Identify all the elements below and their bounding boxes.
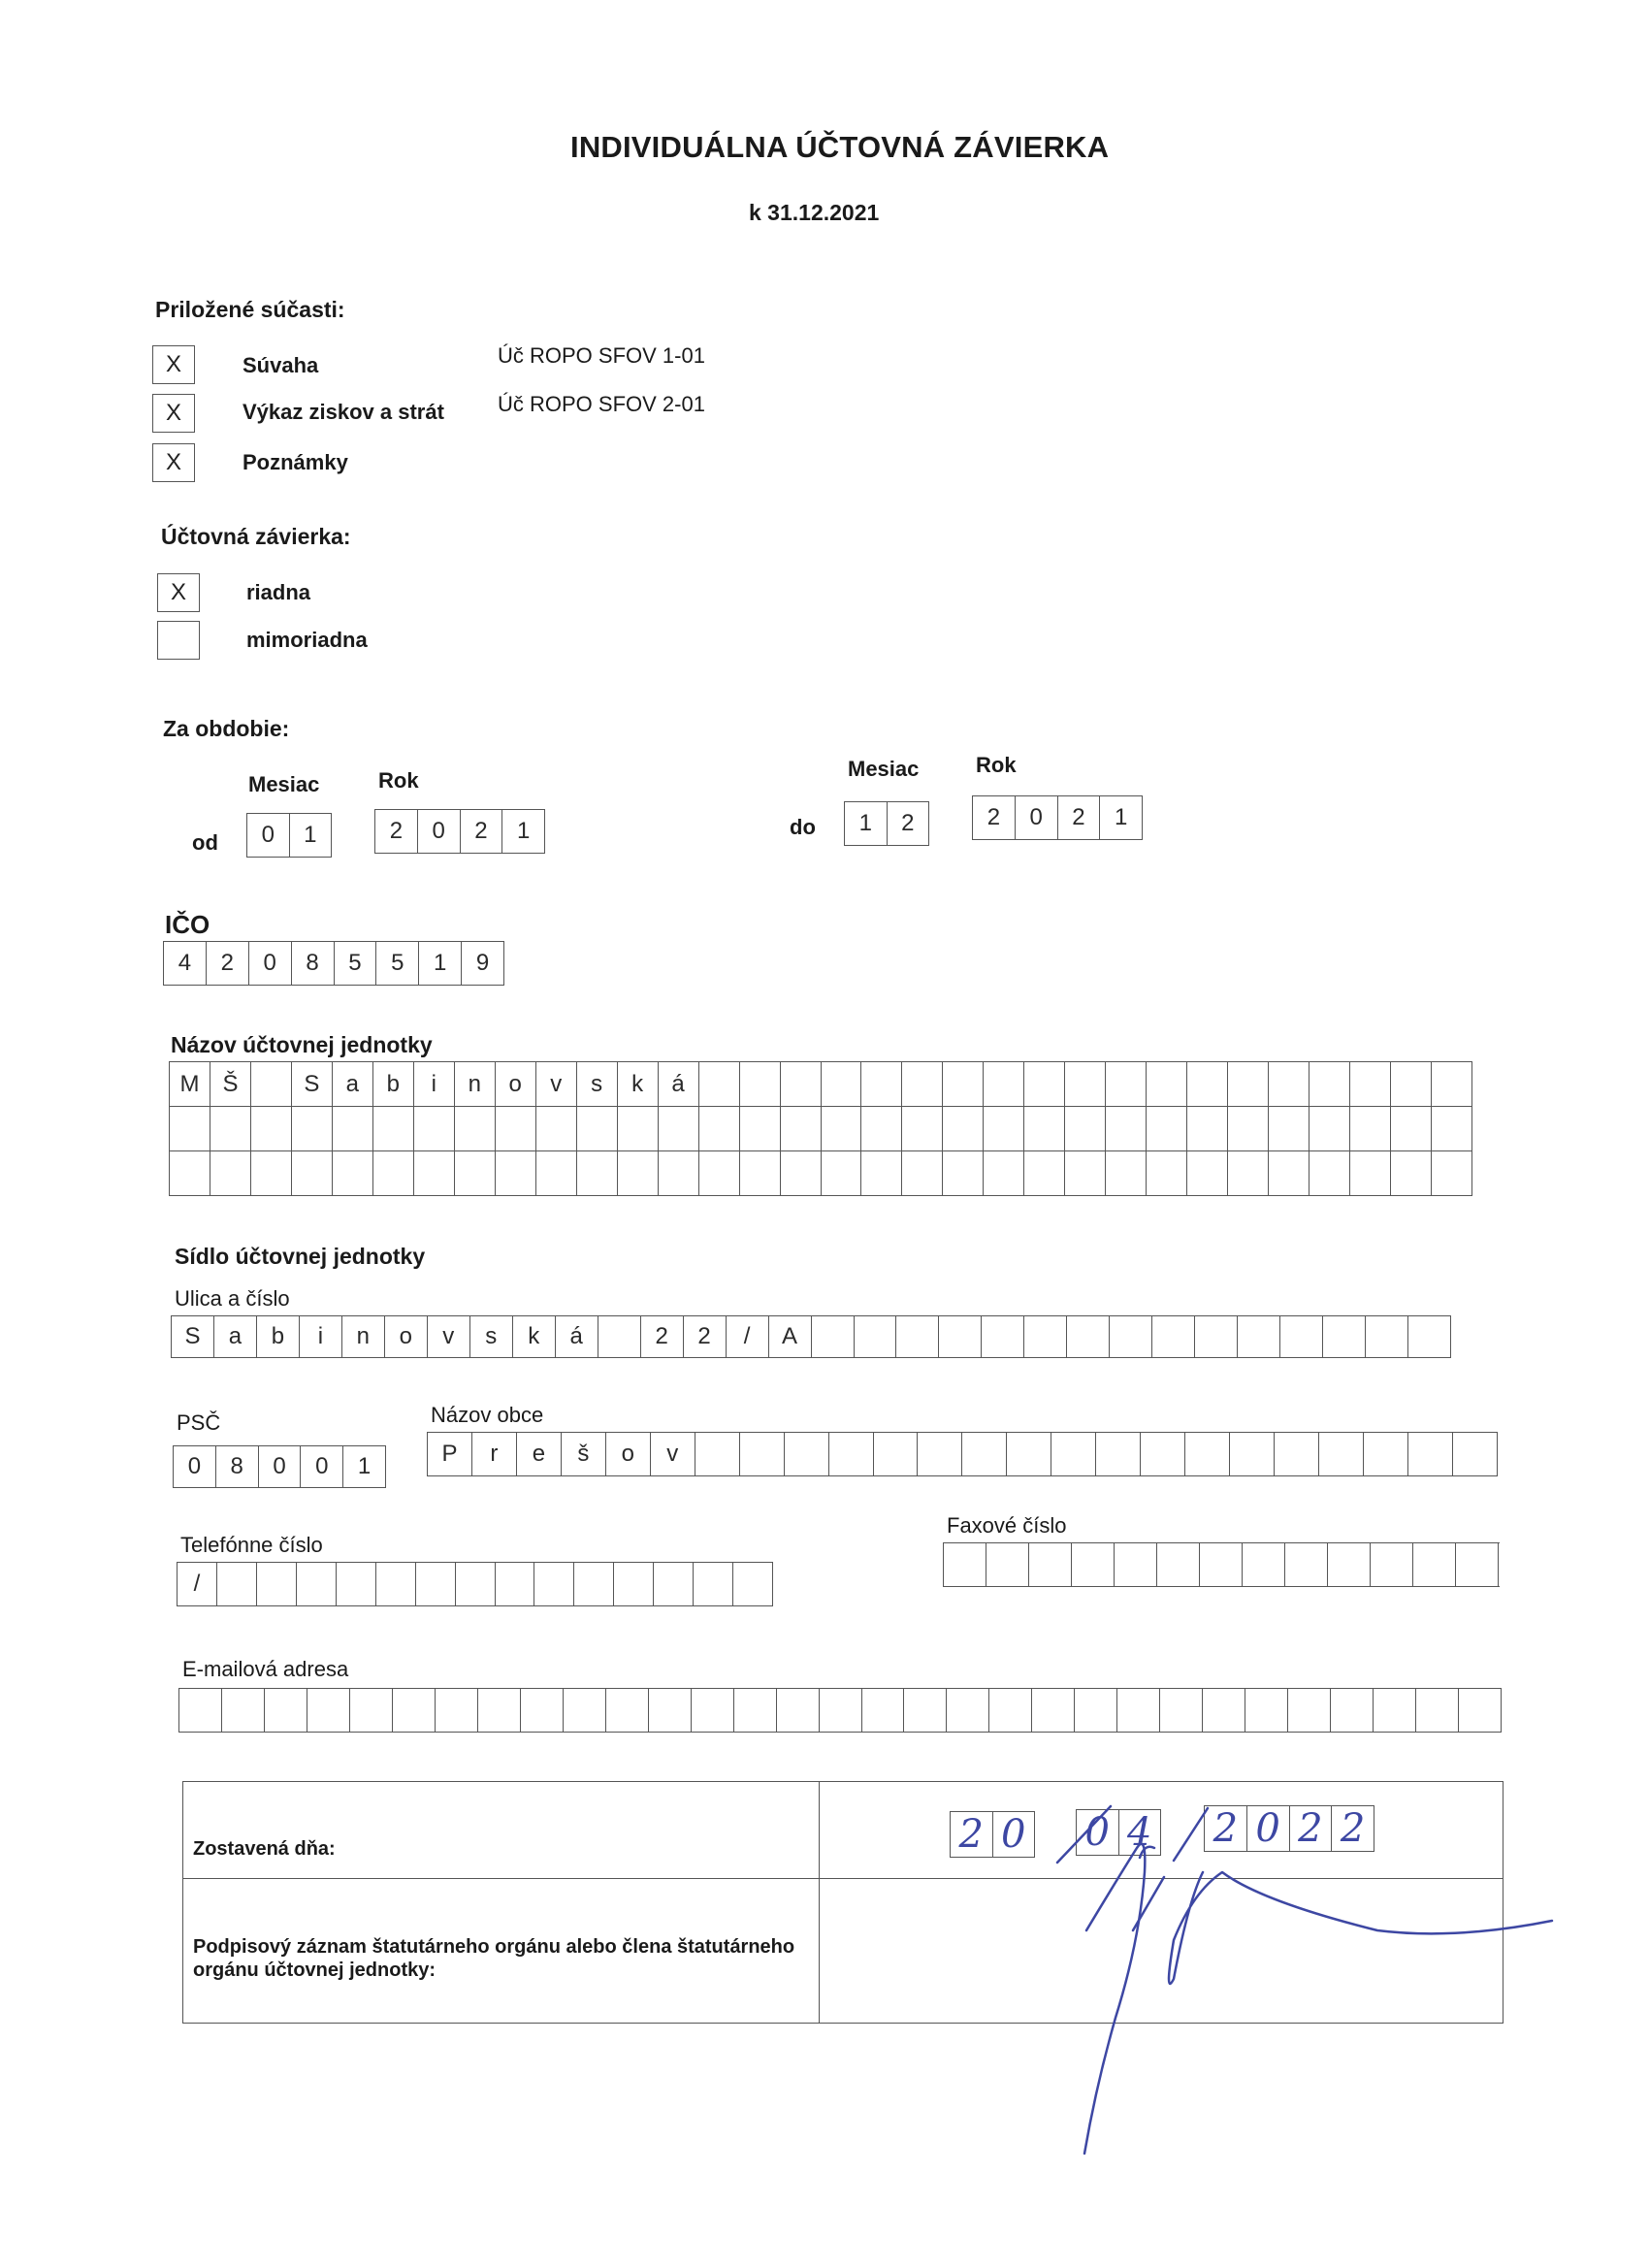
to-year-digit: 0 [1016, 796, 1058, 839]
city-cell: P [428, 1433, 472, 1475]
email-label: E-mailová adresa [182, 1657, 349, 1681]
entity-name-cell: n [455, 1062, 496, 1107]
attachment-code-suvaha: Úč ROPO SFOV 1-01 [498, 343, 705, 368]
compiled-month-digit: 0 [1077, 1810, 1119, 1855]
street-cell: o [385, 1316, 428, 1357]
from-month-digit: 1 [290, 814, 333, 857]
street-cell: S [172, 1316, 214, 1357]
street-cell: 2 [641, 1316, 684, 1357]
street-cell: a [214, 1316, 257, 1357]
from-year-digit: 1 [502, 810, 545, 853]
ico-digit: 5 [376, 942, 419, 985]
to-month-label: Mesiac [848, 757, 920, 781]
compiled-year-digit: 0 [1247, 1806, 1290, 1851]
to-year-digit: 2 [973, 796, 1016, 839]
entity-name-cell: á [659, 1062, 699, 1107]
to-month-digit: 2 [888, 802, 930, 845]
closing-label-riadna: riadna [246, 580, 311, 604]
to-year-digit: 1 [1100, 796, 1143, 839]
attachment-label-suvaha: Súvaha [242, 353, 319, 377]
signature-label: Podpisový záznam štatutárneho orgánu alebo člena štatutárneho orgánu účtovnej jednotky: [193, 1936, 795, 1981]
from-year-digit: 0 [418, 810, 461, 853]
street-cell: n [342, 1316, 385, 1357]
ico-digit: 0 [249, 942, 292, 985]
entity-name-cell: i [414, 1062, 455, 1107]
closing-label-mimoriadna: mimoriadna [246, 628, 368, 652]
city-cell: o [606, 1433, 651, 1475]
to-label: do [790, 815, 816, 839]
psc-label: PSČ [177, 1410, 221, 1435]
ico-digit: 8 [292, 942, 335, 985]
fax-label: Faxové číslo [947, 1513, 1067, 1538]
compiled-month-digit: 4 [1119, 1810, 1162, 1855]
ico-digit: 2 [207, 942, 249, 985]
entity-name-cell: o [496, 1062, 536, 1107]
entity-name-cell: S [292, 1062, 333, 1107]
period-heading: Za obdobie: [163, 716, 290, 741]
ico-digit: 1 [419, 942, 462, 985]
city-cell: r [472, 1433, 517, 1475]
street-cell: k [513, 1316, 556, 1357]
entity-name-label: Názov účtovnej jednotky [171, 1032, 433, 1057]
psc-digit: 0 [259, 1446, 302, 1487]
from-label: od [192, 830, 218, 855]
compiled-day-digit: 0 [993, 1812, 1036, 1857]
street-cell: s [470, 1316, 513, 1357]
phone-label: Telefónne číslo [180, 1533, 323, 1557]
psc-digit: 0 [174, 1446, 216, 1487]
entity-name-cell: k [618, 1062, 659, 1107]
address-heading: Sídlo účtovnej jednotky [175, 1244, 426, 1269]
to-year-digit: 2 [1058, 796, 1101, 839]
document-date: k 31.12.2021 [749, 200, 880, 225]
from-year-digit: 2 [375, 810, 418, 853]
city-cell: e [517, 1433, 562, 1475]
from-year-digit: 2 [461, 810, 503, 853]
compiled-year-digit: 2 [1205, 1806, 1247, 1851]
phone-cell: / [178, 1563, 217, 1605]
attachment-checkbox-suvaha[interactable]: X [152, 345, 195, 384]
attachment-code-vykaz: Úč ROPO SFOV 2-01 [498, 392, 705, 416]
compiled-day-digit: 2 [951, 1812, 993, 1857]
attachment-checkbox-vykaz[interactable]: X [152, 394, 195, 433]
city-label: Názov obce [431, 1403, 544, 1427]
entity-name-cell: Š [210, 1062, 251, 1107]
attachment-label-poznamky: Poznámky [242, 450, 348, 474]
street-cell: 2 [684, 1316, 727, 1357]
compiled-year-digit: 2 [1290, 1806, 1333, 1851]
closing-heading: Účtovná závierka: [161, 524, 351, 549]
street-label: Ulica a číslo [175, 1286, 290, 1311]
compiled-date-label: Zostavená dňa: [193, 1838, 336, 1860]
psc-digit: 8 [216, 1446, 259, 1487]
closing-checkbox-riadna[interactable]: X [157, 573, 200, 612]
street-cell: A [769, 1316, 812, 1357]
ico-digit: 9 [462, 942, 504, 985]
entity-name-cell: b [373, 1062, 414, 1107]
document-title: INDIVIDUÁLNA ÚČTOVNÁ ZÁVIERKA [570, 130, 1110, 164]
to-month-digit: 1 [845, 802, 888, 845]
city-cell: š [562, 1433, 606, 1475]
attachments-heading: Priložené súčasti: [155, 297, 345, 322]
attachment-checkbox-poznamky[interactable]: X [152, 443, 195, 482]
from-year-label: Rok [378, 768, 419, 793]
street-cell: b [257, 1316, 300, 1357]
street-cell: á [556, 1316, 598, 1357]
entity-name-cell: v [536, 1062, 577, 1107]
to-year-label: Rok [976, 753, 1017, 777]
from-month-digit: 0 [247, 814, 290, 857]
entity-name-cell: a [333, 1062, 373, 1107]
ico-digit: 4 [164, 942, 207, 985]
compiled-year-digit: 2 [1332, 1806, 1374, 1851]
psc-digit: 1 [343, 1446, 386, 1487]
street-cell: v [428, 1316, 470, 1357]
city-cell: v [651, 1433, 695, 1475]
ico-digit: 5 [335, 942, 377, 985]
street-cell: / [727, 1316, 769, 1357]
street-cell: i [300, 1316, 342, 1357]
attachment-label-vykaz: Výkaz ziskov a strát [242, 400, 444, 424]
entity-name-cell: M [170, 1062, 210, 1107]
from-month-label: Mesiac [248, 772, 320, 796]
psc-digit: 0 [301, 1446, 343, 1487]
entity-name-cell: s [577, 1062, 618, 1107]
ico-label: IČO [165, 910, 210, 939]
